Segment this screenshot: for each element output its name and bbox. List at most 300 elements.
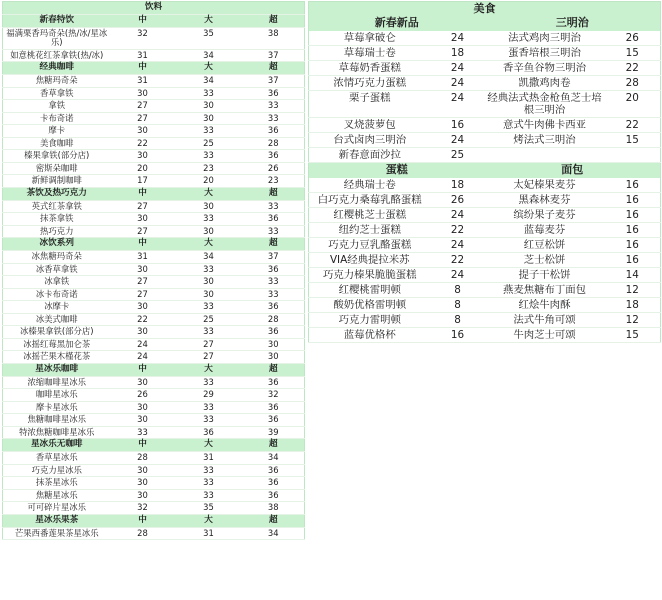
drink-name: 香草星冰乐 [3,452,111,465]
size-super-header: 超 [243,14,305,27]
drink-price-medium: 26 [111,389,175,402]
food-item-name: 蛋香培根三明治 [485,46,605,61]
size-medium-header: 中 [111,62,175,75]
drink-price-super: 39 [243,426,305,439]
drink-price-large: 33 [175,376,243,389]
drink-row [3,100,305,113]
food-item-price: 16 [605,237,661,252]
drink-name: 榛果拿铁(部分店) [3,150,111,163]
drink-price-super: 33 [243,288,305,301]
food-item-price: 24 [431,267,485,282]
drink-price-medium: 27 [111,288,175,301]
food-row [309,267,661,282]
food-item-name: 栗子蛋糕 [309,91,431,118]
drink-price-medium: 27 [111,112,175,125]
drink-price-large: 33 [175,464,243,477]
drink-price-super: 33 [243,100,305,113]
drink-price-large: 33 [175,87,243,100]
drink-price-medium: 24 [111,338,175,351]
food-row [309,222,661,237]
food-item-price: 15 [605,133,661,148]
drink-price-large: 30 [175,288,243,301]
food-item-price: 14 [605,267,661,282]
drink-price-large: 34 [175,251,243,264]
food-item-name: 草莓拿破仑 [309,31,431,46]
food-item-name: VIA经典提拉米苏 [309,252,431,267]
food-row [309,297,661,312]
size-medium-header: 中 [111,439,175,452]
size-medium-header: 中 [111,14,175,27]
drink-row [3,527,305,540]
food-title: 美食 [309,2,661,17]
drink-price-super: 36 [243,376,305,389]
drink-price-super: 36 [243,489,305,502]
drink-name: 可可碎片星冰乐 [3,502,111,515]
size-medium-header: 中 [111,238,175,251]
drink-name: 抹茶星冰乐 [3,477,111,490]
drink-row [3,175,305,188]
drink-price-medium: 27 [111,225,175,238]
drink-price-super: 32 [243,389,305,402]
drink-price-large: 34 [175,49,243,62]
size-super-header: 超 [243,238,305,251]
drink-price-large: 33 [175,150,243,163]
drink-section-header [3,187,305,200]
food-row [309,118,661,133]
drink-price-medium: 28 [111,452,175,465]
food-item-name: 草莓瑞士卷 [309,46,431,61]
food-group-header [309,16,661,31]
drink-name: 密斯朵咖啡 [3,162,111,175]
drink-name: 焦糖咖啡星冰乐 [3,414,111,427]
drink-price-medium: 27 [111,100,175,113]
drink-name: 浓缩咖啡星冰乐 [3,376,111,389]
food-item-name: 芝士松饼 [485,252,605,267]
food-group-right-title: 三明治 [485,16,661,31]
drink-section-header [3,238,305,251]
drink-price-super: 36 [243,213,305,226]
food-item-price: 15 [605,327,661,342]
food-item-price: 22 [605,118,661,133]
drink-section-name: 新春特饮 [3,14,111,27]
drink-row [3,251,305,264]
drink-price-medium: 30 [111,414,175,427]
drink-price-large: 23 [175,162,243,175]
food-item-name: 红烩牛肉酥 [485,297,605,312]
drink-price-super: 38 [243,502,305,515]
food-item-name: 台式卤肉三明治 [309,133,431,148]
drink-row [3,49,305,62]
food-item-name: 红樱桃雷明顿 [309,282,431,297]
food-item-price: 24 [431,61,485,76]
drink-price-medium: 30 [111,87,175,100]
drink-row [3,414,305,427]
size-super-header: 超 [243,514,305,527]
drink-row [3,27,305,49]
drink-price-large: 35 [175,502,243,515]
food-item-price: 16 [605,192,661,207]
drink-section-header [3,514,305,527]
food-item-name: 巧克力雷明顿 [309,312,431,327]
food-title-row [309,2,661,17]
food-group-left-title: 蛋糕 [309,163,485,178]
drink-price-super: 26 [243,162,305,175]
drink-price-large: 33 [175,213,243,226]
drink-row [3,75,305,88]
drink-price-medium: 30 [111,326,175,339]
drink-row [3,225,305,238]
drink-price-medium: 30 [111,477,175,490]
drink-name: 冰摩卡 [3,301,111,314]
drink-name: 巧克力星冰乐 [3,464,111,477]
drink-row [3,301,305,314]
drink-price-large: 31 [175,527,243,540]
food-row [309,91,661,118]
drink-row [3,452,305,465]
food-item-name: 浓情巧克力蛋糕 [309,76,431,91]
drink-name: 冰摇芒果木槿花茶 [3,351,111,364]
drink-section-header [3,363,305,376]
drink-price-large: 30 [175,200,243,213]
food-item-name: 凯撒鸡肉卷 [485,76,605,91]
size-super-header: 超 [243,363,305,376]
food-item-price: 24 [431,76,485,91]
drink-price-super: 23 [243,175,305,188]
drink-row [3,338,305,351]
drink-price-medium: 27 [111,276,175,289]
food-item-name: 燕麦焦糖布丁面包 [485,282,605,297]
drink-price-large: 33 [175,326,243,339]
food-row [309,237,661,252]
drink-section-name: 经典咖啡 [3,62,111,75]
food-item-price: 24 [431,133,485,148]
drink-price-large: 30 [175,112,243,125]
drink-row [3,137,305,150]
drink-row [3,112,305,125]
drink-price-large: 34 [175,75,243,88]
drink-price-medium: 33 [111,426,175,439]
food-item-price: 8 [431,312,485,327]
drink-price-large: 25 [175,137,243,150]
food-item-name: 提子干松饼 [485,267,605,282]
size-super-header: 超 [243,187,305,200]
drink-price-large: 33 [175,477,243,490]
drink-section-name: 冰饮系列 [3,238,111,251]
drink-row [3,263,305,276]
drink-row [3,464,305,477]
food-item-name: 巧克力豆乳酪蛋糕 [309,237,431,252]
food-item-name: 蓝莓麦芬 [485,222,605,237]
food-item-price: 12 [605,312,661,327]
size-large-header: 大 [175,439,243,452]
drink-price-super: 33 [243,112,305,125]
drink-price-medium: 31 [111,251,175,264]
drink-price-medium: 22 [111,313,175,326]
food-item-name: 法式鸡肉三明治 [485,31,605,46]
food-item-name: 红樱桃芝士蛋糕 [309,207,431,222]
drink-price-large: 33 [175,414,243,427]
food-item-price: 25 [431,148,485,163]
drink-price-medium: 24 [111,351,175,364]
food-item-price: 8 [431,297,485,312]
drink-name: 英式红茶拿铁 [3,200,111,213]
drink-name: 冰美式咖啡 [3,313,111,326]
drink-price-medium: 30 [111,150,175,163]
food-item-name: 太妃榛果麦芬 [485,178,605,193]
drink-price-super: 38 [243,27,305,49]
food-row [309,282,661,297]
drink-name: 咖啡星冰乐 [3,389,111,402]
drink-price-medium: 31 [111,75,175,88]
food-item-name: 酸奶优格雷明顿 [309,297,431,312]
drink-name: 如意桃花红茶拿铁(热/冰) [3,49,111,62]
food-item-name: 法式牛角可颂 [485,312,605,327]
food-item-name: 草莓奶香蛋糕 [309,61,431,76]
drink-price-super: 34 [243,452,305,465]
drink-price-large: 30 [175,276,243,289]
food-item-name: 纽约芝士蛋糕 [309,222,431,237]
drink-row [3,200,305,213]
drink-price-medium: 30 [111,301,175,314]
food-row [309,207,661,222]
food-item-name: 红豆松饼 [485,237,605,252]
drink-row [3,313,305,326]
food-item-price: 8 [431,282,485,297]
drink-section-name: 茶饮及热巧克力 [3,187,111,200]
drink-price-super: 36 [243,263,305,276]
food-row [309,327,661,342]
size-super-header: 超 [243,439,305,452]
drink-price-medium: 31 [111,49,175,62]
food-row [309,76,661,91]
drink-name: 热巧克力 [3,225,111,238]
food-row [309,148,661,163]
drink-price-large: 36 [175,426,243,439]
drink-section-header [3,62,305,75]
drink-price-super: 34 [243,527,305,540]
size-medium-header: 中 [111,363,175,376]
drink-price-super: 36 [243,87,305,100]
drink-name: 新鲜调制咖啡 [3,175,111,188]
food-item-name: 新春意面沙拉 [309,148,431,163]
drink-name: 芒果西番莲果茶星冰乐 [3,527,111,540]
drink-price-super: 37 [243,251,305,264]
drink-section-header [3,439,305,452]
food-item-price: 16 [605,252,661,267]
food-group-header [309,163,661,178]
drink-name: 福满栗香玛奇朵(热/冰/星冰乐) [3,27,111,49]
food-item-name: 蓝莓优格杯 [309,327,431,342]
drink-price-super: 36 [243,477,305,490]
food-item-name: 经典瑞士卷 [309,178,431,193]
size-large-header: 大 [175,238,243,251]
drink-price-super: 30 [243,351,305,364]
drink-row [3,125,305,138]
size-large-header: 大 [175,14,243,27]
food-item-price: 24 [431,91,485,118]
drink-price-super: 37 [243,75,305,88]
drink-row [3,288,305,301]
food-item-price: 16 [605,178,661,193]
drink-name: 冰焦糖玛奇朵 [3,251,111,264]
drink-price-medium: 30 [111,401,175,414]
food-item-price: 24 [431,207,485,222]
drink-price-large: 33 [175,401,243,414]
food-item-price: 24 [431,31,485,46]
drinks-title-row [3,2,305,15]
drink-price-large: 30 [175,225,243,238]
food-item-price: 26 [431,192,485,207]
food-item-price: 26 [605,31,661,46]
drink-section-header [3,14,305,27]
food-item-price [605,148,661,163]
food-item-name: 经典法式热金枪鱼芝士培根三明治 [485,91,605,118]
drink-name: 摩卡 [3,125,111,138]
drink-row [3,351,305,364]
drink-row [3,401,305,414]
drink-name: 拿铁 [3,100,111,113]
drink-price-medium: 32 [111,502,175,515]
food-item-name: 叉烧菠萝包 [309,118,431,133]
drink-row [3,150,305,163]
drink-price-large: 33 [175,489,243,502]
food-item-price: 20 [605,91,661,118]
drink-section-name: 星冰乐无咖啡 [3,439,111,452]
drink-price-large: 30 [175,100,243,113]
drink-section-name: 星冰乐咖啡 [3,363,111,376]
drink-row [3,87,305,100]
drink-price-super: 37 [243,49,305,62]
drink-price-medium: 22 [111,137,175,150]
drink-row [3,162,305,175]
food-item-name: 意式牛肉佛卡西亚 [485,118,605,133]
drink-price-large: 29 [175,389,243,402]
food-item-name: 黑森林麦芬 [485,192,605,207]
drink-row [3,326,305,339]
food-item-price: 28 [605,76,661,91]
drink-name: 冰卡布奇诺 [3,288,111,301]
drink-price-large: 31 [175,452,243,465]
drink-price-super: 36 [243,150,305,163]
size-large-header: 大 [175,514,243,527]
drink-price-super: 33 [243,276,305,289]
food-row [309,312,661,327]
drink-row [3,276,305,289]
food-item-price: 18 [605,297,661,312]
drink-price-large: 20 [175,175,243,188]
food-item-price: 15 [605,46,661,61]
food-row [309,46,661,61]
drink-price-medium: 17 [111,175,175,188]
food-item-name: 巧克力榛果脆脆蛋糕 [309,267,431,282]
drink-price-medium: 30 [111,464,175,477]
food-item-name: 烤法式三明治 [485,133,605,148]
drink-price-medium: 28 [111,527,175,540]
food-item-price: 16 [431,327,485,342]
food-item-price: 18 [431,46,485,61]
drink-price-medium: 30 [111,489,175,502]
size-large-header: 大 [175,363,243,376]
drink-price-medium: 30 [111,213,175,226]
drink-name: 冰榛果拿铁(部分店) [3,326,111,339]
drink-price-super: 36 [243,326,305,339]
drink-name: 焦糖玛奇朵 [3,75,111,88]
food-item-name: 牛肉芝士可颂 [485,327,605,342]
drink-price-super: 30 [243,338,305,351]
drink-price-super: 36 [243,414,305,427]
size-super-header: 超 [243,62,305,75]
drink-name: 冰摇红莓黑加仑茶 [3,338,111,351]
food-item-price: 16 [431,118,485,133]
drink-price-large: 35 [175,27,243,49]
drink-price-super: 33 [243,200,305,213]
food-item-name: 白巧克力桑莓乳酪蛋糕 [309,192,431,207]
food-item-price: 16 [605,222,661,237]
drink-price-medium: 27 [111,200,175,213]
food-row [309,31,661,46]
drink-price-large: 25 [175,313,243,326]
food-row [309,192,661,207]
food-group-left-title: 新春新品 [309,16,485,31]
drink-price-super: 36 [243,125,305,138]
size-large-header: 大 [175,187,243,200]
drink-row [3,389,305,402]
drink-section-name: 星冰乐果茶 [3,514,111,527]
food-item-name: 缤纷果子麦芬 [485,207,605,222]
drink-price-large: 33 [175,263,243,276]
drink-row [3,502,305,515]
drink-price-medium: 20 [111,162,175,175]
size-large-header: 大 [175,62,243,75]
food-table [308,1,661,343]
food-group-right-title: 面包 [485,163,661,178]
food-item-price: 24 [431,237,485,252]
drink-row [3,477,305,490]
drink-price-super: 28 [243,137,305,150]
drink-name: 焦糖星冰乐 [3,489,111,502]
size-medium-header: 中 [111,514,175,527]
drink-price-super: 28 [243,313,305,326]
food-row [309,178,661,193]
drink-price-medium: 30 [111,263,175,276]
drink-price-super: 36 [243,464,305,477]
drinks-table [2,1,305,540]
food-item-price: 22 [431,252,485,267]
drink-price-medium: 30 [111,125,175,138]
drink-row [3,376,305,389]
drink-price-large: 33 [175,125,243,138]
drink-name: 摩卡星冰乐 [3,401,111,414]
drink-price-super: 33 [243,225,305,238]
drink-name: 冰香草拿铁 [3,263,111,276]
food-row [309,61,661,76]
drink-row [3,213,305,226]
size-medium-header: 中 [111,187,175,200]
drink-row [3,489,305,502]
drink-price-large: 27 [175,338,243,351]
drink-row [3,426,305,439]
drink-name: 抹茶拿铁 [3,213,111,226]
drinks-title: 饮料 [3,2,305,15]
drink-name: 香草拿铁 [3,87,111,100]
food-item-name: 香辛鱼谷物三明治 [485,61,605,76]
drink-name: 美食咖啡 [3,137,111,150]
drink-price-medium: 30 [111,376,175,389]
drink-price-large: 33 [175,301,243,314]
drink-price-super: 36 [243,401,305,414]
food-row [309,252,661,267]
food-item-name [485,148,605,163]
